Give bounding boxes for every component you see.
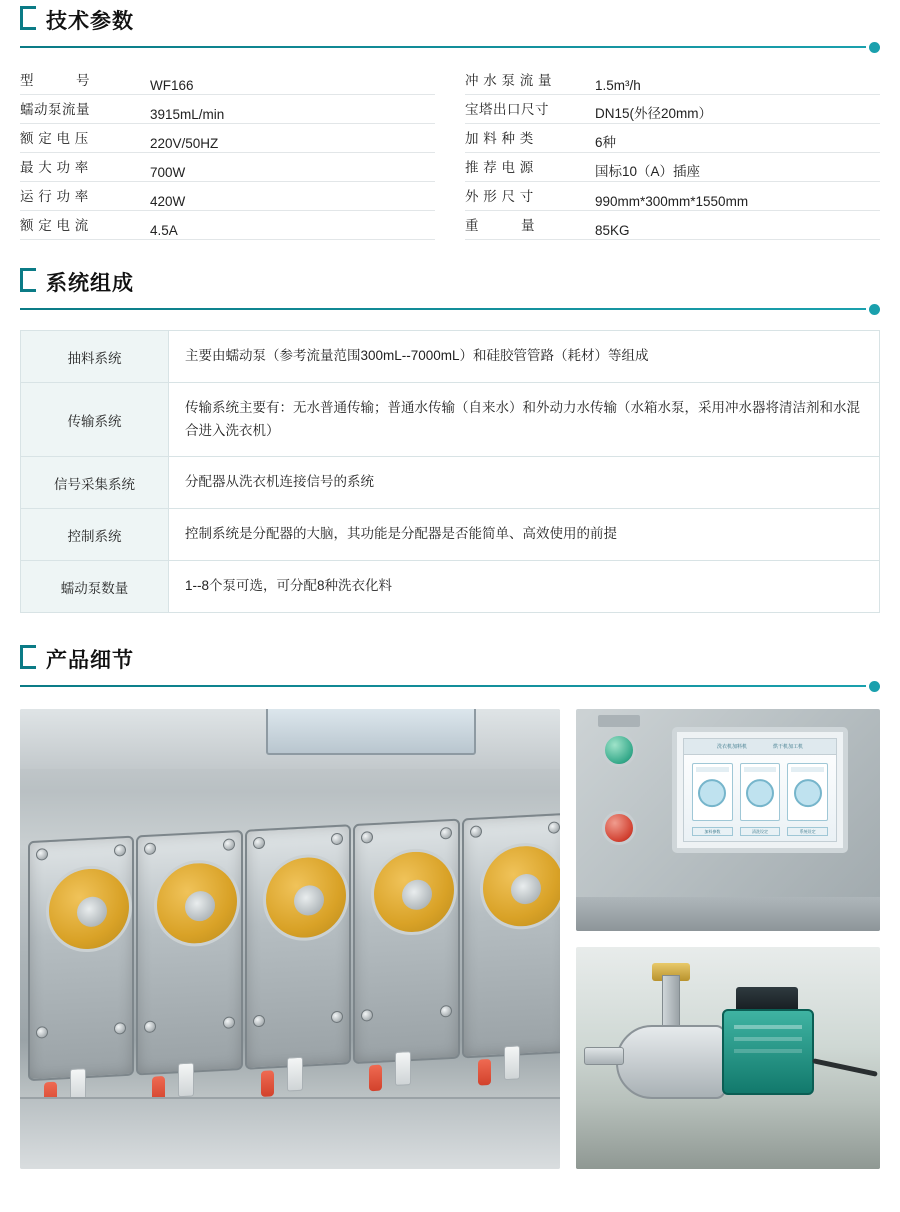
start-button-green[interactable]	[602, 733, 636, 767]
bolt-icon	[548, 821, 560, 834]
bracket-icon	[20, 6, 36, 30]
spec-row	[20, 153, 435, 182]
touchscreen-tabs	[684, 739, 836, 755]
pump-rotor	[371, 847, 457, 938]
pump-rotor	[263, 852, 349, 943]
tile-cap	[791, 767, 824, 772]
screen-button-system[interactable]: 系统设定	[787, 827, 828, 836]
section-header-specs	[0, 0, 900, 40]
spec-label: 宝塔出口尺寸	[465, 102, 549, 117]
bolt-icon	[144, 1020, 156, 1033]
spec-column-right	[465, 66, 880, 240]
spec-label: 最 大 功 率	[20, 160, 89, 175]
bolt-icon	[253, 1015, 265, 1028]
bolt-icon	[223, 1016, 235, 1029]
pump-nozzle	[504, 1045, 520, 1080]
spec-column-left	[20, 66, 435, 240]
tab-washer[interactable]: 洗衣机加料机	[716, 744, 747, 750]
pump-motor	[722, 1009, 814, 1095]
spec-label: 外 形 尺 寸	[465, 189, 534, 204]
spec-label: 运 行 功 率	[20, 189, 89, 204]
touchscreen-buttons	[692, 827, 828, 836]
pump-tip	[369, 1065, 382, 1092]
pump-nozzle	[395, 1051, 411, 1086]
bolt-icon	[331, 1011, 343, 1024]
machine-tile[interactable]	[787, 763, 828, 821]
bracket-icon	[20, 645, 36, 669]
spec-row	[465, 211, 880, 240]
pump-tip	[478, 1059, 491, 1086]
spec-value: 990mm*300mm*1550mm	[595, 194, 749, 209]
table-cell-name: 抽料系统	[21, 331, 169, 382]
pump-nozzle	[178, 1062, 194, 1097]
bolt-icon	[36, 848, 48, 861]
panel-base	[576, 897, 880, 931]
pump-unit	[245, 824, 351, 1070]
screen-button-wash[interactable]: 清洗设定	[740, 827, 781, 836]
spec-row	[465, 153, 880, 182]
bolt-icon	[361, 1009, 373, 1022]
table-cell-name: 信号采集系统	[21, 457, 169, 508]
machine-base	[20, 1097, 560, 1169]
bolt-icon	[440, 827, 452, 840]
tile-cap	[696, 767, 729, 772]
inlet-port	[584, 1047, 624, 1065]
table-cell-desc: 分配器从洗衣机连接信号的系统	[185, 474, 374, 490]
spec-label: 加 料 种 类	[465, 131, 534, 146]
pump-rotor	[154, 858, 240, 949]
table-cell-name: 传输系统	[21, 383, 169, 456]
product-photo-gallery	[20, 709, 880, 1169]
spec-label: 型 号	[20, 73, 90, 88]
panel-slot	[598, 715, 640, 727]
table-cell-desc: 控制系统是分配器的大脑，其功能是分配器是否能简单、高效使用的前提	[185, 526, 617, 542]
tab-dryer[interactable]: 烘干机加工机	[773, 744, 804, 750]
section-title-system: 系统组成	[46, 272, 134, 295]
bolt-icon	[144, 842, 156, 855]
floor	[576, 1099, 880, 1169]
spec-row	[20, 182, 435, 211]
spec-value: 4.5A	[150, 223, 178, 238]
bolt-icon	[331, 833, 343, 846]
section-header-system	[0, 262, 900, 302]
rule-dot-icon	[869, 304, 880, 315]
photo-column-right	[576, 709, 880, 1169]
table-cell-desc: 传输系统主要有：无水普通传输；普通水传输（自来水）和外动力水传输（水箱水泵，采用冲水器将清洁剂和水混合进入洗衣机）	[185, 399, 860, 438]
spec-value: 6种	[595, 135, 617, 150]
washer-drum-icon	[794, 779, 822, 807]
machine-tiles	[692, 763, 828, 821]
section-rule-details	[20, 681, 880, 691]
bolt-icon	[470, 825, 482, 838]
table-cell-name: 控制系统	[21, 509, 169, 560]
table-row	[21, 331, 879, 383]
table-row	[21, 509, 879, 561]
spec-row	[20, 66, 435, 95]
bolt-icon	[361, 831, 373, 844]
spec-label: 冲 水 泵 流 量	[465, 73, 553, 88]
table-row	[21, 383, 879, 457]
spec-label: 重 量	[465, 218, 535, 233]
spec-table	[20, 66, 880, 240]
spec-row	[465, 66, 880, 95]
machine-tile[interactable]	[740, 763, 781, 821]
spec-label: 额 定 电 压	[20, 131, 89, 146]
pump-unit	[353, 819, 459, 1065]
bolt-icon	[440, 1005, 452, 1018]
section-rule-system	[20, 304, 880, 314]
spec-row	[20, 95, 435, 124]
spec-row	[20, 211, 435, 240]
system-composition-table	[20, 330, 880, 613]
bolt-icon	[114, 1022, 126, 1035]
spec-row	[465, 124, 880, 153]
bolt-icon	[223, 838, 235, 851]
spec-value: 国标10（A）插座	[595, 164, 701, 179]
washer-drum-icon	[698, 779, 726, 807]
touchscreen[interactable]	[672, 727, 848, 853]
photo-water-pump	[576, 947, 880, 1169]
screen-button-dosing[interactable]: 加料参数	[692, 827, 733, 836]
stop-button-red[interactable]	[602, 811, 636, 845]
spec-row	[20, 124, 435, 153]
table-cell-name: 蠕动泵数量	[21, 561, 169, 612]
pump-rotor	[480, 841, 560, 932]
pump-nozzle	[287, 1057, 303, 1092]
outlet-pipe	[662, 975, 680, 1031]
pump-unit	[136, 830, 242, 1076]
machine-tile[interactable]	[692, 763, 733, 821]
pump-row	[28, 813, 560, 1101]
section-header-details	[0, 639, 900, 679]
touchscreen-inner	[683, 738, 837, 842]
photo-control-panel	[576, 709, 880, 931]
photo-pump-array	[20, 709, 560, 1169]
tile-cap	[744, 767, 777, 772]
section-rule-specs	[20, 42, 880, 52]
spec-value: 3915mL/min	[150, 107, 225, 122]
pump-tip	[261, 1070, 274, 1097]
spec-value: 420W	[150, 194, 186, 209]
spec-label: 蠕动泵流量	[20, 102, 90, 117]
spec-value: 220V/50HZ	[150, 136, 219, 151]
spec-value: 700W	[150, 165, 186, 180]
bolt-icon	[114, 844, 126, 857]
spec-label: 推 荐 电 源	[465, 160, 534, 175]
spec-value: WF166	[150, 78, 194, 93]
table-cell-desc: 1--8个泵可选，可分配8种洗衣化料	[185, 578, 393, 594]
rule-dot-icon	[869, 681, 880, 692]
pump-unit	[28, 836, 134, 1082]
pump-housing	[616, 1025, 726, 1099]
section-title-specs: 技术参数	[46, 10, 134, 33]
table-row	[21, 561, 879, 613]
spec-row	[465, 182, 880, 211]
pump-unit	[462, 813, 560, 1059]
rule-dot-icon	[869, 42, 880, 53]
spec-label: 额 定 电 流	[20, 218, 89, 233]
spec-value: 1.5m³/h	[595, 78, 641, 93]
bracket-icon	[20, 268, 36, 292]
washer-drum-icon	[746, 779, 774, 807]
table-cell-desc: 主要由蠕动泵（参考流量范围300mL--7000mL）和硅胶管管路（耗材）等组成	[185, 348, 649, 364]
rule-line	[20, 685, 866, 687]
machine-display-panel	[266, 709, 476, 755]
spec-value: DN15(外径20mm）	[595, 106, 713, 121]
rule-line	[20, 308, 866, 310]
section-title-details: 产品细节	[46, 649, 134, 672]
bolt-icon	[253, 837, 265, 850]
bolt-icon	[36, 1026, 48, 1039]
spec-row	[465, 95, 880, 124]
pump-rotor	[46, 864, 132, 955]
table-row	[21, 457, 879, 509]
rule-line	[20, 46, 866, 48]
spec-value: 85KG	[595, 223, 630, 238]
